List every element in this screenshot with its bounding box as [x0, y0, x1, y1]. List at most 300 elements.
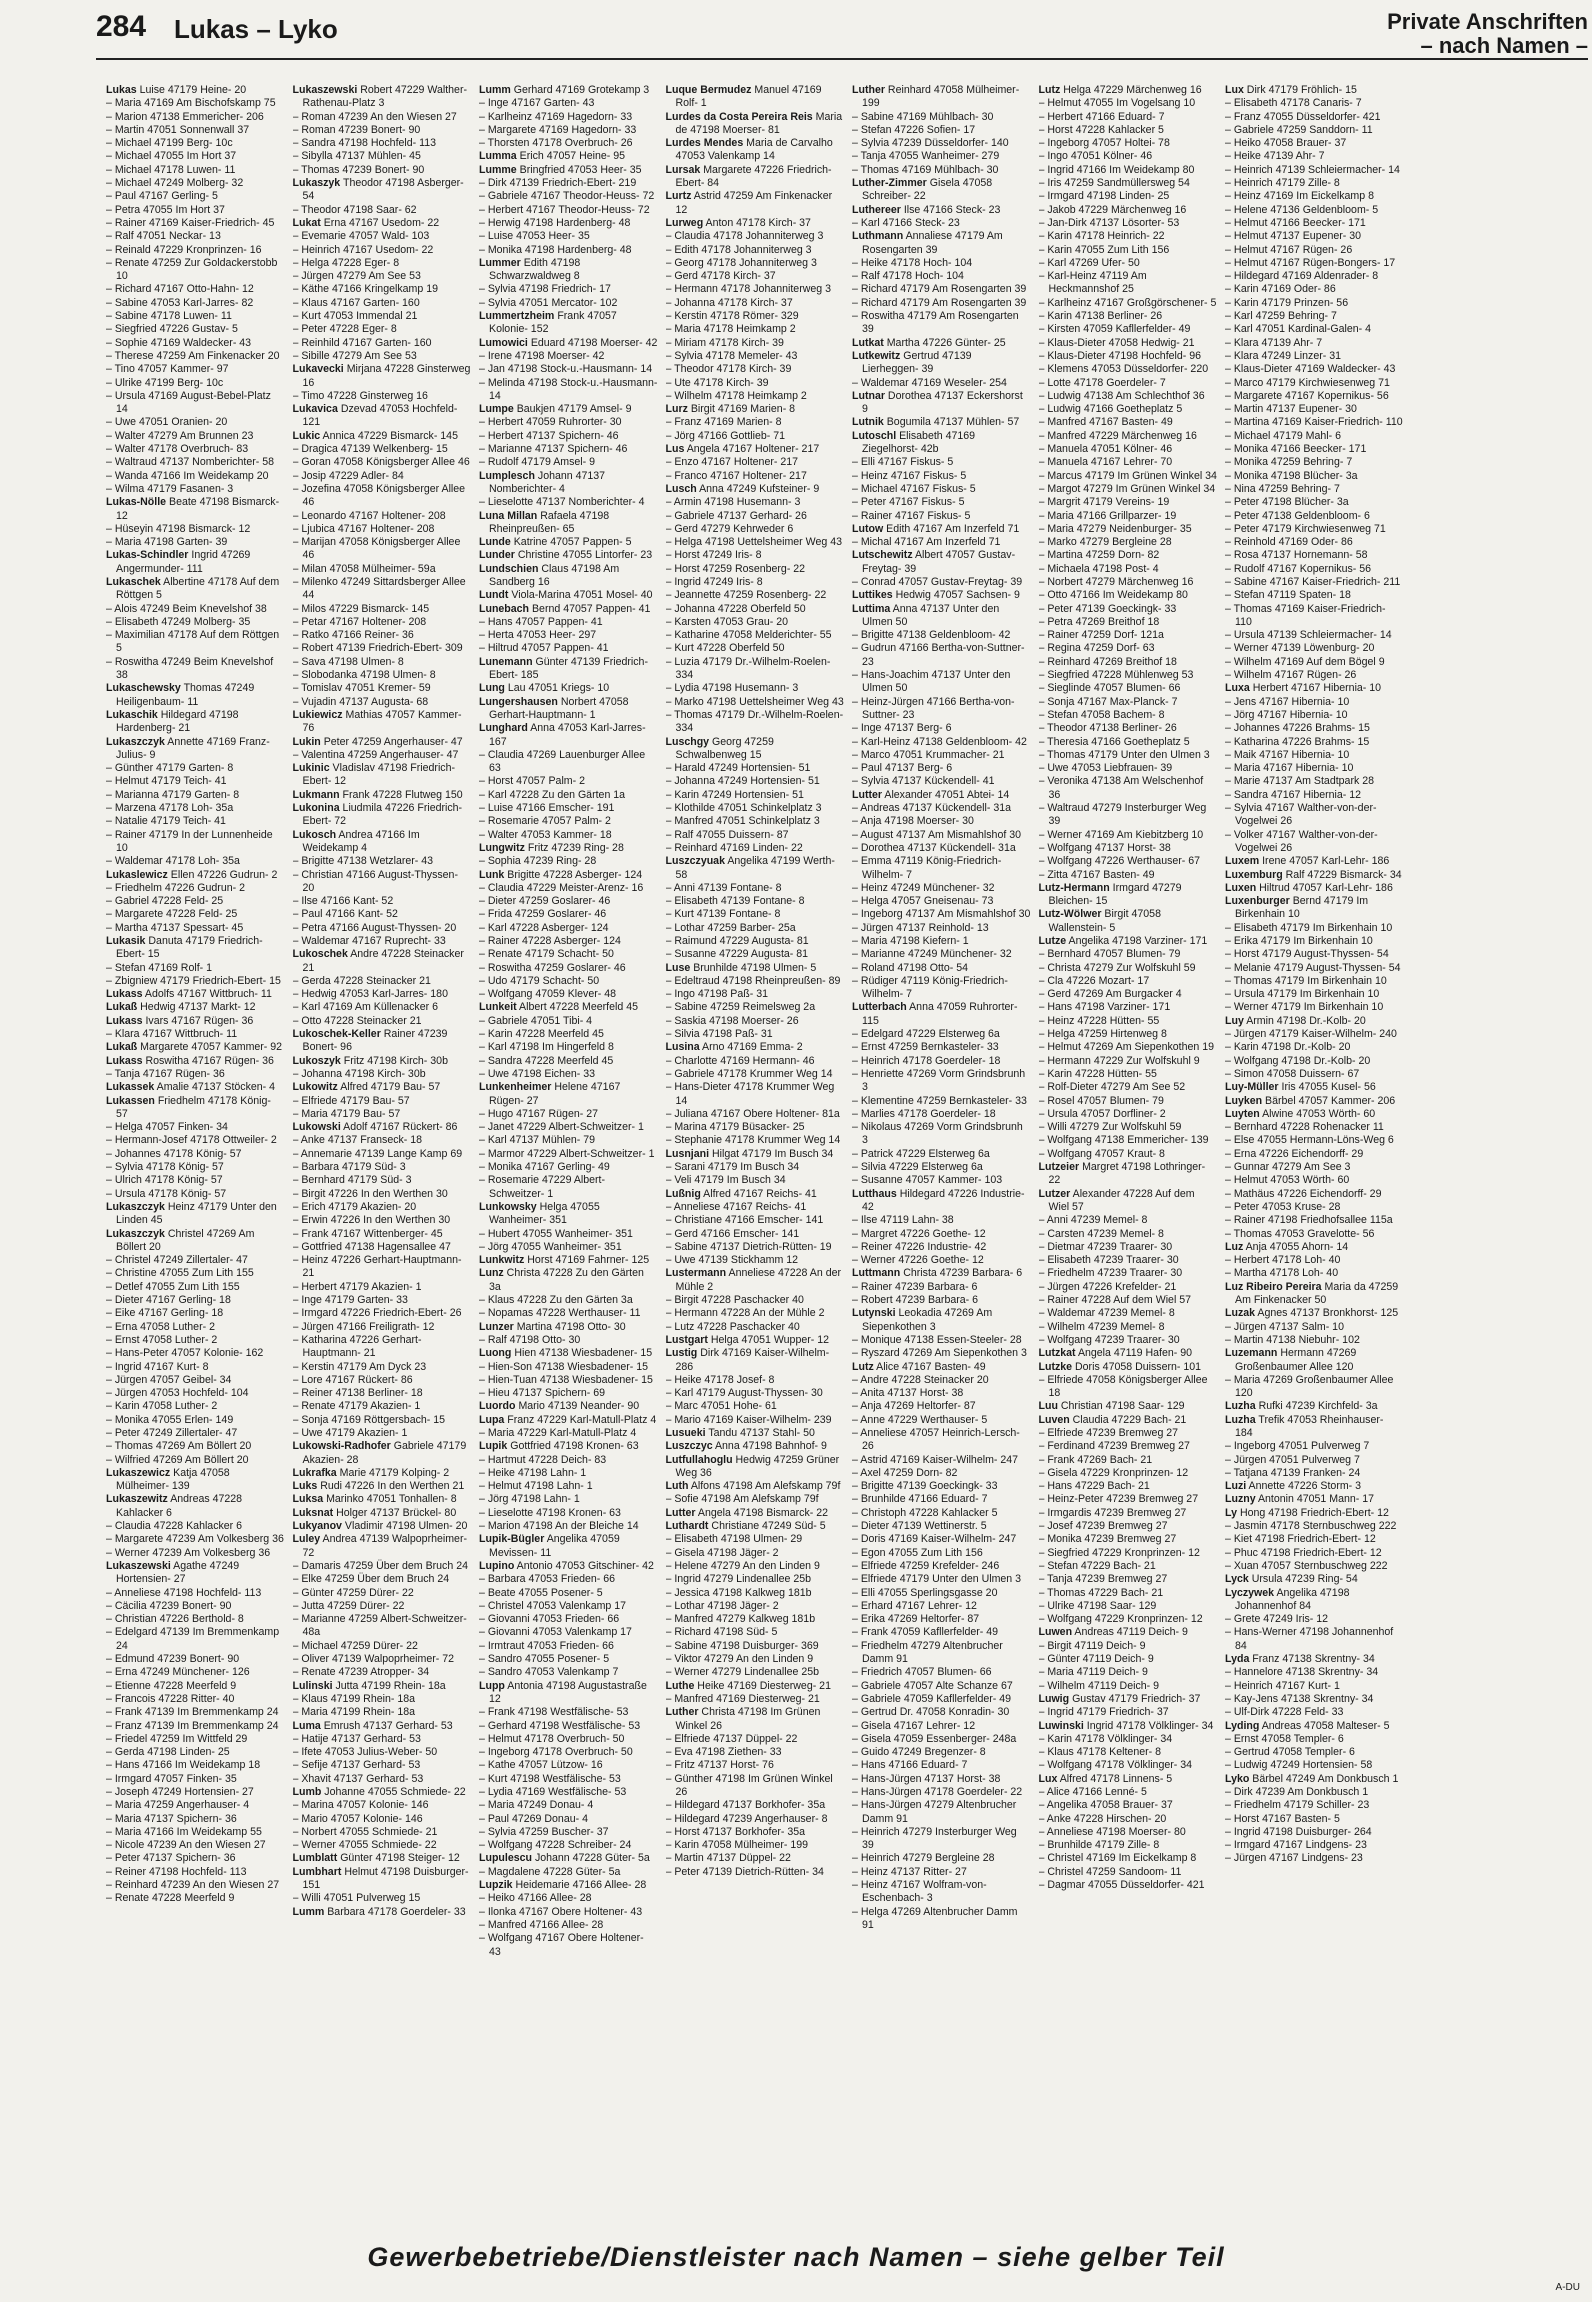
surname: Lutthaus	[852, 1187, 897, 1200]
entry-text: Viola-Marina 47051 Mosel- 40	[511, 589, 653, 602]
list-item	[293, 310, 472, 323]
entry-text: – Melanie 47179 August-Thyssen- 54	[1225, 961, 1401, 974]
surname: Luxen	[1225, 881, 1257, 894]
list-item	[293, 297, 472, 310]
entry-text: Anna 47053 Karl-Jarres- 167	[489, 722, 646, 748]
list-item	[106, 377, 285, 390]
entry-text: Robert 47229 Walther-Rathenau-Platz 3	[302, 84, 468, 110]
entry-text: – Grete 47249 Iris- 12	[1225, 1613, 1329, 1626]
entry-text: – Horst 47228 Kahlacker 5	[1038, 123, 1164, 136]
entry-text: Alexander 47051 Abtei- 14	[884, 788, 1010, 801]
entry-text: Anton 47178 Kirch- 37	[705, 216, 811, 229]
list-item	[106, 204, 285, 217]
list-item	[1039, 1813, 1218, 1826]
entry-text: – Tino 47057 Kammer- 97	[106, 363, 229, 376]
entry-text: Elisabeth 47169 Ziegelhorst- 42b	[862, 429, 976, 456]
list-item	[106, 523, 285, 536]
list-item	[1039, 377, 1218, 390]
surname: Luzi	[1225, 1480, 1247, 1493]
surname: Luther	[852, 84, 885, 96]
list-item	[1039, 536, 1218, 549]
entry-text: – Michal 47167 Am Inzerfeld 71	[852, 536, 1001, 549]
surname: Luttikes	[852, 589, 893, 602]
entry-text: – Heinrich 47167 Kurt- 1	[1225, 1679, 1340, 1692]
entry-text: – Franz 47139 Im Bremmenkamp 24	[106, 1719, 279, 1732]
entry-text: – Anni 47139 Fontane- 8	[665, 881, 782, 894]
list-item	[479, 510, 658, 537]
list-item	[852, 589, 1031, 602]
listing-column	[293, 84, 472, 2194]
list-item	[479, 164, 658, 177]
list-item	[852, 496, 1031, 509]
surname: Lunk	[479, 868, 505, 881]
list-item	[852, 1028, 1031, 1041]
entry-text: Helene 47167 Rügen- 27	[489, 1081, 621, 1107]
list-item	[666, 270, 845, 283]
surname: Luz Ribeiro Pereira	[1225, 1280, 1322, 1293]
list-item	[479, 1161, 658, 1174]
entry-text: – Werner 47226 Goethe- 12	[852, 1254, 984, 1267]
list-item	[1225, 416, 1404, 429]
entry-text: – Klemens 47053 Düsseldorfer- 220	[1038, 363, 1209, 376]
list-item	[479, 642, 658, 655]
surname: Lupa	[479, 1413, 505, 1426]
entry-text: – Paul 47167 Gerling- 5	[106, 190, 218, 203]
list-item	[666, 310, 845, 323]
list-item	[106, 1547, 285, 1560]
entry-text: Alfred 47167 Reichs- 41	[703, 1187, 817, 1200]
entry-text: – Andre 47228 Steinacker 20	[852, 1373, 989, 1386]
list-item	[1039, 443, 1218, 456]
list-item	[293, 1892, 472, 1905]
entry-text: – Etienne 47228 Meerfeld 9	[106, 1679, 237, 1692]
entry-text: – Elfriede 47259 Krefelder- 246	[852, 1559, 1000, 1572]
list-item	[106, 1281, 285, 1294]
list-item	[1039, 1573, 1218, 1586]
surname: Lupino	[479, 1559, 515, 1572]
entry-text: – Gerd 47279 Kehrweder 6	[665, 522, 794, 535]
entry-text: Franz 47138 Skrentny- 34	[1252, 1653, 1375, 1666]
entry-text: – Rainer 47239 Barbara- 6	[852, 1280, 978, 1293]
entry-text: – Hatije 47137 Gerhard- 53	[292, 1732, 421, 1745]
entry-text: – Uwe 47051 Oranien- 20	[106, 416, 228, 429]
list-item	[852, 775, 1031, 788]
surname: Lunebach	[479, 602, 530, 615]
entry-text: – Janet 47229 Albert-Schweitzer- 1	[479, 1121, 644, 1134]
list-item	[293, 1573, 472, 1586]
entry-text: – Günther 47179 Garten- 8	[106, 762, 234, 775]
list-item	[293, 1361, 472, 1374]
entry-text: – Hermann-Josef 47178 Ottweiler- 2	[106, 1134, 277, 1147]
entry-text: Mirjana 47228 Ginsterweg 16	[302, 363, 471, 389]
entry-text: Anna 47059 Ruhrorter- 115	[862, 1001, 1018, 1027]
list-item	[1039, 1720, 1218, 1733]
list-item	[479, 1733, 658, 1746]
list-item	[106, 137, 285, 150]
surname: Lustgart	[665, 1333, 708, 1346]
surname: Lungershausen	[479, 695, 558, 708]
entry-text: – Karin 47179 Prinzen- 56	[1225, 296, 1349, 309]
surname: Lummertzheim	[479, 310, 555, 323]
entry-text: Thomas 47249 Heiligenbaum- 11	[116, 682, 255, 708]
list-item	[666, 1427, 845, 1440]
entry-text: – Marianna 47179 Garten- 8	[106, 788, 240, 801]
entry-text: Reinhard 47058 Mülheimer- 199	[862, 84, 1020, 110]
entry-text: – Iris 47259 Sandmüllersweg 54	[1038, 177, 1190, 190]
entry-text: Gabriele 47179 Akazien- 28	[302, 1440, 467, 1466]
entry-text: – Heinrich 47167 Usedom- 22	[292, 243, 434, 256]
list-item	[293, 935, 472, 948]
entry-text: – Karin 47178 Völklinger- 34	[1038, 1732, 1173, 1745]
list-item	[666, 337, 845, 350]
entry-text: – Birgit 47228 Paschacker 40	[665, 1294, 804, 1307]
list-item	[1039, 1121, 1218, 1134]
entry-text: – Maria 47279 Neidenburger- 35	[1038, 522, 1192, 535]
list-item	[479, 815, 658, 828]
list-item	[293, 749, 472, 762]
list-item	[1225, 869, 1404, 882]
entry-text: – Frank 47139 Im Bremmenkamp 24	[106, 1706, 279, 1719]
list-item	[852, 1573, 1031, 1586]
entry-text: – Horst 47249 Iris- 8	[665, 549, 762, 562]
list-item	[666, 430, 845, 443]
list-item	[479, 204, 658, 217]
list-item	[106, 1041, 285, 1054]
entry-text: – Veli 47179 Im Busch 34	[665, 1174, 786, 1187]
list-item	[666, 1121, 845, 1134]
entry-text: – Sabine 47198 Duisburger- 369	[665, 1639, 819, 1652]
list-item	[1039, 1081, 1218, 1094]
list-item	[1225, 962, 1404, 975]
list-item	[1225, 230, 1404, 243]
entry-text: – Marianne 47137 Spichern- 46	[479, 443, 628, 456]
entry-text: – Jürgen 47051 Pulverweg 7	[1225, 1453, 1360, 1466]
entry-text: – Peter 47179 Kirchwiesenweg 71	[1225, 522, 1386, 535]
entry-text: – Anita 47137 Horst- 38	[852, 1387, 964, 1400]
list-item	[666, 1041, 845, 1054]
list-item	[106, 1786, 285, 1799]
entry-text: Lau 47051 Kriegs- 10	[507, 682, 610, 695]
list-item	[106, 536, 285, 549]
list-item	[666, 1028, 845, 1041]
entry-text: – Sabine 47053 Karl-Jarres- 82	[106, 296, 254, 309]
entry-text: – Werner 47279 Lindenallee 25b	[665, 1666, 820, 1679]
surname: Lukas-Nölle	[106, 496, 167, 509]
list-item	[852, 1560, 1031, 1573]
list-item	[479, 1174, 658, 1201]
entry-text: – Elisabeth 47139 Fontane- 8	[665, 895, 805, 908]
entry-text: Christa 47198 Im Grünen Winkel 26	[675, 1706, 821, 1732]
list-item	[666, 1307, 845, 1320]
entry-text: – Irmgardis 47239 Bremweg 27	[1038, 1506, 1187, 1519]
entry-text: – Henriette 47269 Vorm Grindsbrunh 3	[852, 1067, 1026, 1094]
list-item	[852, 84, 1031, 111]
entry-text: Beate 47198 Bismarck- 12	[116, 496, 280, 522]
list-item	[1225, 629, 1404, 642]
list-item	[293, 164, 472, 177]
list-item	[479, 1786, 658, 1799]
list-item	[666, 1653, 845, 1666]
entry-text: Marie 47179 Kolping- 2	[339, 1466, 450, 1479]
list-item	[293, 1666, 472, 1679]
list-item	[106, 829, 285, 856]
list-item	[106, 629, 285, 656]
list-item	[479, 1892, 658, 1905]
list-item	[479, 1746, 658, 1759]
list-item	[106, 1015, 285, 1028]
entry-text: – Peter 47053 Kruse- 28	[1225, 1200, 1341, 1213]
surname: Luordo	[479, 1400, 516, 1413]
list-item	[1225, 1281, 1404, 1308]
list-item	[479, 1587, 658, 1600]
list-item	[1039, 1839, 1218, 1852]
entry-text: – Annemarie 47139 Lange Kamp 69	[292, 1147, 463, 1160]
entry-text: – Christian 47226 Berthold- 8	[106, 1613, 244, 1626]
listing-columns	[106, 84, 1590, 2194]
entry-text: – Werner 47139 Löwenburg- 20	[1225, 642, 1375, 655]
entry-text: – Heinz-Peter 47239 Bremweg 27	[1038, 1493, 1199, 1506]
list-item	[293, 1852, 472, 1865]
entry-text: – Bernhard 47057 Blumen- 79	[1038, 948, 1181, 961]
list-item	[666, 297, 845, 310]
list-item	[1039, 390, 1218, 403]
entry-text: – Wolfgang 47229 Kronprinzen- 12	[1038, 1613, 1203, 1626]
list-item	[852, 1095, 1031, 1108]
entry-text: – Anja 47198 Moerser- 30	[852, 815, 974, 828]
list-item	[1039, 576, 1218, 589]
list-item	[1039, 1746, 1218, 1759]
entry-text: – Phuc 47198 Friedrich-Ebert- 12	[1225, 1546, 1382, 1559]
entry-text: – Manfred 47166 Allee- 28	[479, 1918, 604, 1931]
list-item	[293, 1068, 472, 1081]
list-item	[106, 1520, 285, 1533]
entry-text: – Sonja 47169 Röttgersbach- 15	[292, 1413, 446, 1426]
entry-text: – Heiko 47058 Brauer- 37	[1225, 137, 1347, 150]
list-item	[479, 1533, 658, 1560]
list-item	[1225, 709, 1404, 722]
entry-text: – Roswitha 47259 Goslarer- 46	[479, 961, 626, 974]
entry-text: Erich 47057 Heine- 95	[519, 150, 626, 163]
entry-text: – Roswitha 47249 Beim Knevelshof 38	[106, 655, 274, 682]
surname: Luwen	[1038, 1626, 1073, 1639]
list-item	[852, 789, 1031, 802]
list-item	[293, 483, 472, 510]
entry-text: – Karl 47166 Steck- 23	[852, 216, 960, 229]
list-item	[479, 297, 658, 310]
list-item	[666, 603, 845, 616]
list-item	[293, 1507, 472, 1520]
entry-text: – Martin 47138 Niebuhr- 102	[1225, 1333, 1360, 1346]
entry-text: – Ingrid 47249 Iris- 8	[665, 575, 763, 588]
list-item	[293, 323, 472, 336]
list-item	[666, 1640, 845, 1653]
list-item	[1225, 496, 1404, 509]
list-item	[293, 1028, 472, 1055]
list-item	[852, 975, 1031, 1002]
list-item	[479, 1387, 658, 1400]
entry-text: – Gisela 47229 Kronprinzen- 12	[1038, 1466, 1189, 1479]
list-item	[293, 1321, 472, 1334]
entry-text: – Helmut 47166 Beecker- 171	[1225, 216, 1366, 229]
list-item	[106, 576, 285, 603]
entry-text: Irmgard 47279 Bleichen- 15	[1048, 881, 1182, 908]
surname: Lukaß	[106, 1001, 138, 1014]
entry-text: – Siegfried 47228 Mühlenweg 53	[1038, 669, 1194, 682]
entry-text: Bernd 47179 Im Birkenhain 10	[1235, 895, 1369, 921]
entry-text: – Rosel 47057 Blumen- 79	[1038, 1094, 1164, 1107]
list-item	[852, 1480, 1031, 1493]
list-item	[106, 682, 285, 709]
entry-text: – August 47137 Am Mismahlshof 30	[852, 828, 1022, 841]
list-item	[852, 390, 1031, 417]
entry-text: Günter 47139 Friedrich-Ebert- 185	[489, 655, 648, 682]
list-item	[1039, 1587, 1218, 1600]
list-item	[1039, 1706, 1218, 1719]
entry-text: – Renate 47179 Akazien- 1	[292, 1400, 421, 1413]
list-item	[479, 1134, 658, 1147]
entry-text: – Wolfgang 47178 Völklinger- 34	[1038, 1759, 1193, 1772]
entry-text: – Doris 47169 Kaiser-Wilhelm- 247	[852, 1533, 1017, 1546]
list-item	[106, 1068, 285, 1081]
entry-text: – Susanne 47057 Kammer- 103	[852, 1174, 1003, 1187]
entry-text: – Richard 47179 Am Rosengarten 39	[852, 296, 1027, 309]
list-item	[106, 962, 285, 975]
list-item	[1039, 510, 1218, 523]
list-item	[1225, 1680, 1404, 1693]
list-item	[106, 882, 285, 895]
entry-text: – Martina 47259 Dorn- 82	[1038, 549, 1160, 562]
entry-text: – Sylvia 47167 Walther-von-der-Vogelwei 26	[1225, 802, 1377, 828]
entry-text: – Hans 47166 Im Weidekamp 18	[106, 1759, 261, 1772]
entry-text: – Zbigniew 47179 Friedrich-Ebert- 15	[106, 974, 281, 987]
entry-text: – Wolfgang 47239 Traarer- 30	[1038, 1333, 1180, 1346]
entry-text: – Tanja 47239 Bremweg 27	[1038, 1573, 1168, 1586]
list-item	[666, 549, 845, 562]
entry-text: – Inge 47179 Garten- 33	[292, 1294, 408, 1307]
entry-text: – Maria 47167 Hibernia- 10	[1225, 762, 1354, 775]
surname: Lukaszewski	[292, 84, 358, 96]
entry-text: – Katharina 47226 Brahms- 15	[1225, 735, 1370, 748]
list-item	[666, 1374, 845, 1387]
surname: Lutter	[852, 788, 883, 801]
surname: Lukasik	[106, 935, 146, 947]
entry-text: – Gabriel 47228 Feld- 25	[106, 895, 224, 908]
surname: Lutz-Wölwer	[1038, 908, 1102, 921]
list-item	[852, 629, 1031, 642]
entry-text: – Hildegard 47137 Borkhofer- 35a	[665, 1799, 826, 1812]
list-item	[666, 1081, 845, 1108]
entry-text: – Peter 47137 Spichern- 36	[106, 1852, 236, 1865]
surname: Lukosch	[292, 828, 337, 841]
list-item	[293, 1387, 472, 1400]
list-item	[1225, 1613, 1404, 1626]
entry-text: Anja 47055 Ahorn- 14	[1245, 1240, 1349, 1253]
entry-text: – Ludwig 47138 Am Schlechthof 36	[1038, 389, 1205, 402]
list-item	[666, 829, 845, 842]
list-item	[479, 443, 658, 456]
list-item	[666, 1839, 845, 1852]
list-item	[293, 1254, 472, 1281]
list-item	[293, 1228, 472, 1241]
list-item	[1225, 855, 1404, 868]
entry-text: – Gottfried 47138 Hagensallee 47	[292, 1240, 451, 1253]
list-item	[479, 430, 658, 443]
entry-text: Claus 47198 Am Sandberg 16	[489, 562, 620, 588]
entry-text: Rudi 47226 In den Werthen 21	[320, 1480, 465, 1493]
surname: Lutkewitz	[852, 349, 901, 362]
list-item	[1039, 257, 1218, 270]
entry-text: – Valentina 47259 Angerhauser- 47	[292, 748, 459, 761]
entry-text: – Paul 47166 Kant- 52	[292, 908, 398, 921]
entry-text: – Reinald 47229 Kronprinzen- 16	[106, 243, 262, 256]
list-item	[1039, 456, 1218, 469]
list-item	[293, 257, 472, 270]
surname: Lummer	[479, 256, 521, 269]
entry-text: Andrea 47166 Im Weidekamp 4	[302, 828, 420, 854]
entry-text: – Helmut 47137 Eupener- 30	[1225, 230, 1362, 243]
entry-text: Brunhilde 47198 Ulmen- 5	[693, 961, 817, 974]
list-item	[106, 190, 285, 203]
list-item	[666, 1693, 845, 1706]
entry-text: – Jürgen 47057 Geibel- 34	[106, 1373, 232, 1386]
entry-text: – Elli 47055 Sperlingsgasse 20	[852, 1586, 998, 1599]
list-item	[479, 1467, 658, 1480]
entry-text: – Anneliese 47057 Heinrich-Lersch- 26	[852, 1426, 1020, 1453]
entry-text: – Joseph 47249 Hortensien- 27	[106, 1786, 254, 1798]
list-item	[479, 1068, 658, 1081]
list-item	[293, 656, 472, 669]
entry-text: – Brunhilde 47166 Eduard- 7	[852, 1493, 988, 1506]
list-item	[852, 855, 1031, 882]
entry-text: Johann 47137 Nomberichter- 4	[489, 469, 606, 495]
entry-text: – Friedhelm 47179 Schiller- 23	[1225, 1799, 1370, 1812]
entry-text: – Sandro 47053 Valenkamp 7	[479, 1666, 619, 1679]
entry-text: Andreas 47058 Malteser- 5	[1261, 1719, 1390, 1732]
entry-text: Annette 47226 Storm- 3	[1248, 1480, 1362, 1493]
entry-text: – Anne 47229 Werthauser- 5	[852, 1413, 988, 1426]
entry-text: – Stefan 47119 Spaten- 18	[1225, 589, 1351, 602]
entry-text: – Martin 47051 Sonnenwall 37	[106, 123, 250, 136]
list-item	[666, 443, 845, 456]
list-item	[106, 257, 285, 284]
entry-text: – Horst 47179 August-Thyssen- 54	[1225, 948, 1389, 961]
list-item	[852, 549, 1031, 576]
entry-text: Alexander 47228 Auf dem Wiel 57	[1048, 1187, 1195, 1213]
list-item	[666, 1493, 845, 1506]
list-item	[1039, 842, 1218, 855]
surname: Lumblatt	[292, 1852, 338, 1865]
entry-text: – Irmgard 47226 Friedrich-Ebert- 26	[292, 1307, 462, 1320]
surname: Lutschewitz	[852, 549, 913, 562]
list-item	[852, 802, 1031, 815]
entry-text: – Ernst 47058 Luther- 2	[106, 1333, 218, 1346]
entry-text: – Marko 47198 Uettelsheimer Weg 43	[665, 695, 844, 708]
surname: Lusueki	[665, 1426, 706, 1439]
entry-text: – Dragica 47139 Welkenberg- 15	[292, 443, 448, 456]
list-item	[479, 350, 658, 363]
surname: Lyck	[1225, 1573, 1249, 1586]
entry-text: – Christel 47249 Zillertaler- 47	[106, 1254, 248, 1267]
surname: Lukrafka	[292, 1466, 337, 1479]
entry-text: – Karin 47058 Luther- 2	[106, 1400, 218, 1413]
list-item	[1225, 1773, 1404, 1786]
entry-text: – Ulf-Dirk 47228 Feld- 33	[1225, 1706, 1344, 1719]
entry-text: – Horst 47057 Palm- 2	[479, 775, 585, 788]
list-item	[1039, 762, 1218, 775]
list-item	[666, 1228, 845, 1241]
entry-text: – Monika 47259 Behring- 7	[1225, 456, 1353, 469]
entry-text: – Werner 47055 Schmiede- 22	[292, 1839, 437, 1852]
